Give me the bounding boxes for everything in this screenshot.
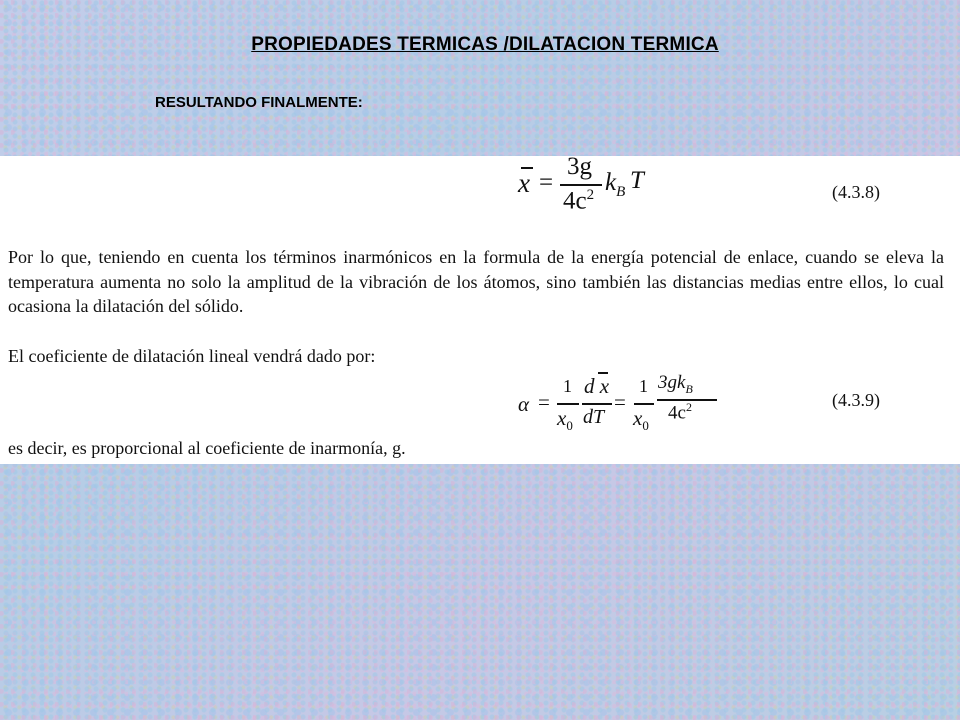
eq2-frac1-den: $x_0$ bbox=[557, 406, 573, 434]
eq1-equals: = bbox=[539, 169, 554, 196]
eq2-equals-1: = bbox=[538, 390, 550, 414]
eq2-frac2-line bbox=[582, 403, 612, 405]
slide-subtitle: RESULTANDO FINALMENTE: bbox=[155, 94, 363, 111]
eq1-temperature: T bbox=[630, 167, 644, 194]
eq2-frac2-num: d x bbox=[584, 374, 610, 398]
eq2-equals-2: = bbox=[614, 390, 626, 414]
paragraph-coefficient: El coeficiente de dilatación lineal vendrá dado por: bbox=[8, 346, 376, 366]
equation-number-4-3-9: (4.3.9) bbox=[832, 390, 880, 410]
eq2-frac4-num: $3gk_B$ bbox=[658, 372, 693, 396]
eq2-frac3-num: 1 bbox=[639, 376, 648, 396]
eq1-numerator: 3g bbox=[567, 153, 592, 180]
eq1-denominator: $4c^2$ bbox=[563, 187, 595, 215]
eq1-boltzmann: $k_B$ bbox=[605, 169, 626, 200]
eq2-alpha: α bbox=[518, 392, 530, 416]
eq1-lhs: x bbox=[518, 168, 530, 198]
eq2-frac4-den: $4c^2$ bbox=[668, 400, 692, 424]
paragraph-conclusion: es decir, es proporcional al coeficiente de inarmonía, g. bbox=[8, 438, 406, 458]
eq2-frac3-den: $x_0$ bbox=[633, 406, 649, 434]
slide-title: PROPIEDADES TERMICAS /DILATACION TERMICA bbox=[251, 34, 719, 55]
document-excerpt bbox=[0, 153, 960, 464]
eq2-frac3-line bbox=[634, 403, 654, 405]
equation-number-4-3-8: (4.3.8) bbox=[832, 182, 880, 202]
paragraph-anharmonic: Por lo que, teniendo en cuenta los términos inarmónicos en la formula de la energía potencial de enlace, cuando se eleva la temperatura aumenta no solo la amplitud de la vibración de los átomos, sino también las distancias medias entre ellos, lo cual ocasiona la dilatación del sólido. bbox=[8, 247, 944, 316]
eq2-frac1-num: 1 bbox=[563, 376, 572, 396]
eq1-fraction-line bbox=[560, 184, 602, 186]
eq2-frac1-line bbox=[557, 403, 579, 405]
eq2-frac2-den: dT bbox=[583, 406, 605, 428]
